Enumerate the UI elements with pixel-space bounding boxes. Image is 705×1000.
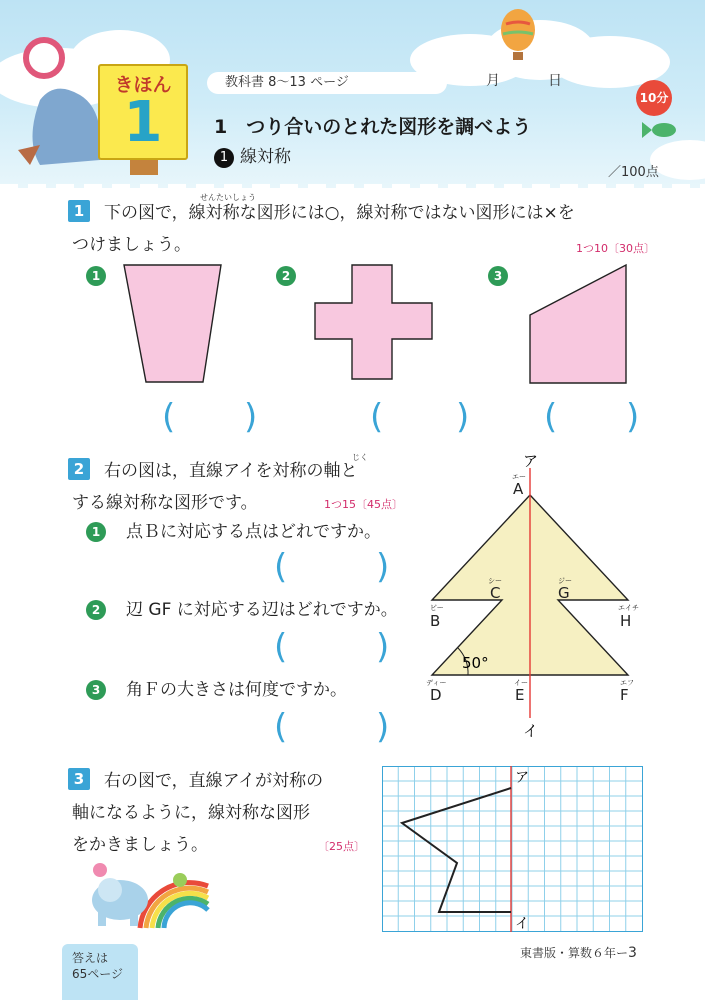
question-2-sub-1-number: 1 [86, 522, 106, 542]
page-number: 3 [628, 945, 637, 961]
fish-icon [642, 122, 676, 138]
angle-label: 50° [462, 654, 489, 672]
rainbow-icon [140, 883, 208, 928]
axis-top-label: ア [523, 452, 539, 470]
answer-paren-2-2-close: ) [376, 627, 390, 667]
question-2-sub-1-text: 点Ｂに対応する点はどれですか。 [126, 522, 381, 542]
answer-field-2-1[interactable] [292, 554, 372, 584]
question-1-shapes [0, 255, 705, 385]
answer-field-2-3[interactable] [292, 714, 372, 744]
elephant-rainbow-illustration [80, 860, 210, 930]
question-2-sub-2-text: 辺 GF に対応する辺はどれですか。 [126, 600, 398, 620]
point-b-ruby: ビー [430, 604, 444, 612]
question-2-text-b: 軸 [323, 461, 341, 481]
point-c-ruby: シー [488, 577, 502, 585]
question-1-text-c: な図形には○，線対称ではない図形には×を [239, 203, 575, 223]
answer-paren-2-1-open: ( [274, 547, 288, 587]
question-3-line-3: をかきましょう。 [72, 835, 208, 855]
question-2-sub-2-number: 2 [86, 600, 106, 620]
answer-field-2-2[interactable] [292, 634, 372, 664]
axis-bottom-label: イ [523, 722, 539, 740]
question-1-number: 1 [68, 200, 90, 222]
badge-number: 1 [123, 90, 163, 155]
quadrilateral-shape [530, 265, 626, 383]
point-g-ruby: ジー [558, 577, 572, 585]
point-f-label: F [620, 686, 629, 704]
subunit-title [214, 142, 291, 168]
symmetric-tree-figure [410, 450, 650, 740]
subunit-label: 線対称 [240, 147, 291, 167]
answer-paren-3-close: ) [626, 397, 640, 437]
question-1-text-b: 線対称 [188, 203, 240, 223]
question-2-text [104, 454, 357, 488]
half-figure [402, 788, 511, 912]
grid-axis-bottom-label: イ [515, 916, 529, 932]
answer-field-1-1[interactable] [180, 404, 240, 434]
answer-paren-1-open: ( [162, 397, 176, 437]
point-h-label: H [620, 612, 632, 630]
drawing-grid[interactable] [382, 766, 644, 936]
question-3-number: 3 [68, 768, 90, 790]
question-2-sub-3-number: 3 [86, 680, 106, 700]
question-1-text-a: 下の図で， [104, 203, 189, 223]
unit-title: 1 つり合いのとれた図形を調べよう [214, 116, 532, 138]
cross-shape [315, 265, 432, 379]
answer-paren-2-3-close: ) [376, 707, 390, 747]
question-2-text-d: する線対称な図形です。 [72, 493, 258, 513]
footer-publisher [520, 944, 637, 961]
answer-paren-2-1-close: ) [376, 547, 390, 587]
answer-field-1-3[interactable] [562, 404, 622, 434]
question-2-text-c: と [340, 461, 358, 481]
question-3-points: 〔25点〕 [318, 840, 365, 853]
answer-line-1: 答えは [72, 951, 109, 965]
answer-paren-2-close: ) [456, 397, 470, 437]
question-1-points: 1つ10〔30点〕 [576, 242, 655, 255]
question-2-points: 1つ15〔45点〕 [324, 498, 403, 511]
point-e-label: E [515, 686, 525, 704]
answer-paren-1-close: ) [244, 397, 258, 437]
question-2-text-a: 右の図は，直線アイを対称の [104, 461, 324, 481]
lesson-badge [98, 64, 188, 160]
question-1-item-1-number: 1 [86, 266, 106, 286]
question-2-sub-3-text: 角Ｆの大きさは何度ですか。 [126, 680, 347, 700]
answer-page-box [62, 944, 138, 1000]
question-1-item-3-number: 3 [488, 266, 508, 286]
badge-label: きほん [114, 74, 172, 96]
answer-field-1-2[interactable] [388, 404, 452, 434]
answer-paren-2-2-open: ( [274, 627, 288, 667]
answer-paren-2-3-open: ( [274, 707, 288, 747]
point-e-ruby: イー [514, 679, 528, 687]
point-b-label: B [430, 612, 441, 630]
point-d-label: D [430, 686, 442, 704]
question-3-line-2: 軸になるように，線対称な図形 [72, 803, 310, 823]
trapezoid-shape [124, 265, 221, 382]
point-a-label: A [513, 480, 524, 498]
day-label: 日 [548, 73, 562, 89]
textbook-reference: 教科書 8〜13 ページ [207, 72, 447, 94]
point-a-ruby: エー [512, 473, 526, 481]
timer-badge: 10分 [636, 80, 672, 116]
question-2-ruby: じく [352, 453, 368, 462]
question-1-text-d: つけましょう。 [72, 235, 191, 255]
point-g-label: G [558, 584, 570, 602]
subunit-number: 1 [214, 148, 234, 168]
answer-line-2: 65ページ [72, 967, 124, 981]
question-1-text [104, 196, 664, 230]
question-1-ruby: せんたいしょう [200, 193, 256, 202]
point-h-ruby: エイチ [618, 604, 639, 612]
point-f-ruby: エフ [620, 679, 634, 687]
question-1-item-2-number: 2 [276, 266, 296, 286]
publisher-text: 東書版・算数６年ー [520, 946, 629, 960]
answer-paren-2-open: ( [370, 397, 384, 437]
grid-axis-top-label: ア [515, 770, 529, 786]
answer-paren-3-open: ( [544, 397, 558, 437]
month-label: 月 [486, 73, 500, 89]
point-c-label: C [490, 584, 501, 602]
question-2-number: 2 [68, 458, 90, 480]
score-total: ／100点 [608, 165, 659, 180]
question-3-line-1: 右の図で，直線アイが対称の [104, 771, 324, 791]
point-d-ruby: ディー [426, 679, 447, 687]
